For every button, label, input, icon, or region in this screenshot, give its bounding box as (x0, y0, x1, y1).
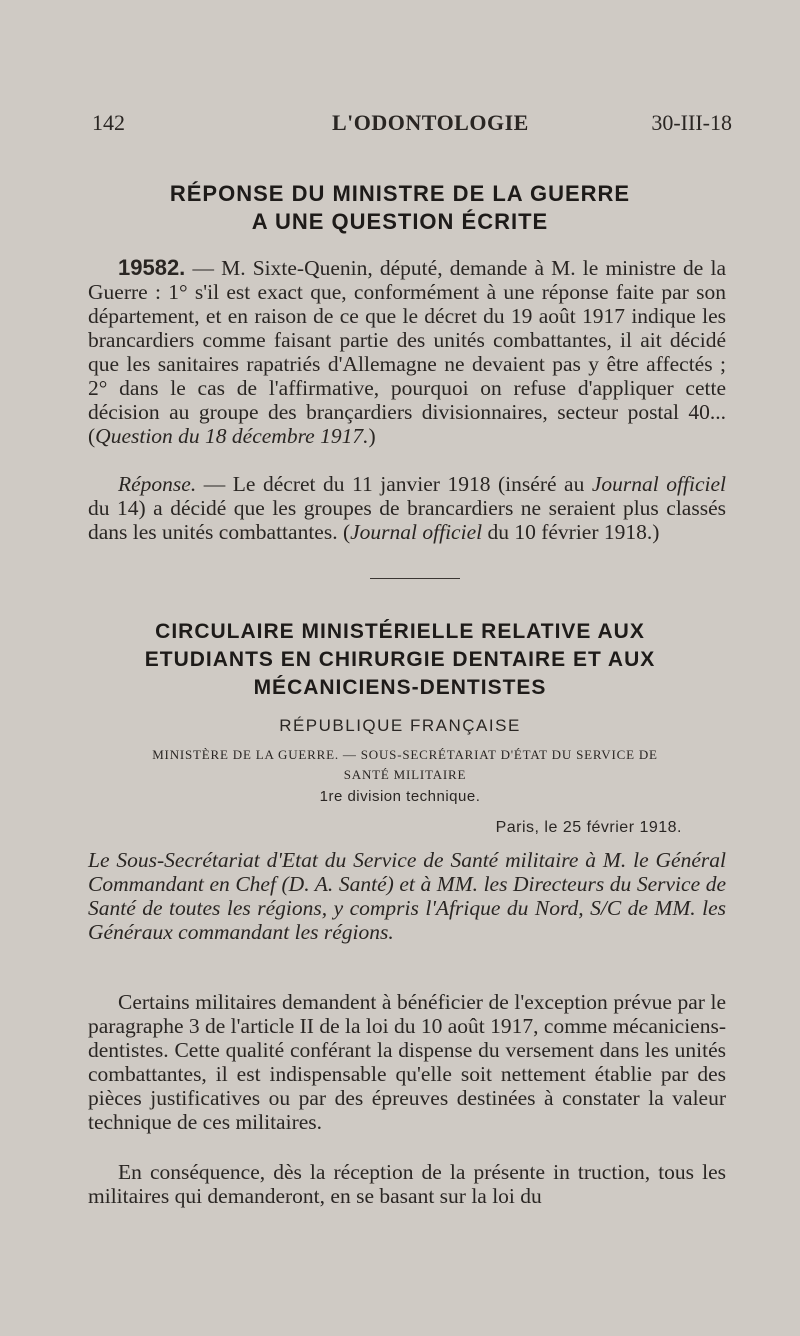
title-line: ETUDIANTS EN CHIRURGIE DENTAIRE ET AUX (144, 648, 656, 671)
answer-journal: Journal officiel (591, 472, 726, 496)
title-line: MÉCANICIENS-DENTISTES (253, 676, 547, 699)
question-text: — M. Sixte-Quenin, député, demande à M. le ministre de la Guerre : 1° s'il est exact que, conformément à une réponse faite par son département, et en raison de ce que le décret du 19 août 1917 indique les brancardiers comme faisant partie des unités combattantes, il ait décidé que les sanitaires rapatriés d'Allemagne ne devaient pas y être affectés ; 2° dans le cas de l'affirmative, pourquoi on refuse d'appliquer cette décision au groupe des brançardiers divisionnaires, secteur postal 40... ( (88, 256, 726, 448)
body-paragraph: Certains militaires demandent à bénéficier de l'exception prévue par le paragraphe 3 de l'article II de la loi du 10 août 1917, comme mécaniciens-dentistes. Cette qualité conférant la dispense du versement dans les unités combattantes, il est indispensable qu'elle soit nettement établie par des pièces justificatives ou par des épreuves destinées à constater la valeur technique de ces militaires. (88, 990, 726, 1134)
place-date: Paris, le 25 février 1918. (495, 819, 682, 836)
journal-title: L'ODONTOLOGIE (332, 110, 529, 135)
title-line: RÉPONSE DU MINISTRE DE LA GUERRE (169, 181, 631, 206)
answer-text: du 14) a décidé que les groupes de brancardiers ne seraient plus classés dans les unités combattantes. ( (88, 496, 726, 544)
address-paragraph: Le Sous-Secrétariat d'Etat du Service de Santé militaire à M. le Général Commandant en Chef (D. A. Santé) et à MM. les Directeurs du Service de Santé de toutes les régions, y compris l'Afrique du Nord, S/C de MM. les Généraux commandant les régions. (88, 848, 726, 944)
issue-date: 30-III-18 (651, 110, 732, 135)
answer-journal: Journal officiel (350, 520, 483, 544)
question-source: Question du 18 décembre 1917. (95, 424, 369, 448)
question-paragraph (88, 256, 726, 448)
title-line: CIRCULAIRE MINISTÉRIELLE RELATIVE AUX (155, 620, 645, 643)
section-divider (370, 578, 460, 579)
question-number: 19582. (118, 255, 186, 280)
question-close: ) (368, 424, 376, 448)
answer-text: — Le décret du 11 janvier 1918 (inséré au (196, 472, 592, 496)
section-title-circulaire (40, 618, 760, 702)
running-header (92, 110, 732, 140)
ministry-line: SANTÉ MILITAIRE (343, 767, 467, 782)
division-heading: 1re division technique. (319, 788, 481, 805)
section-title-reponse (60, 180, 740, 236)
answer-paragraph (88, 472, 726, 544)
body-paragraph: En conséquence, dès la réception de la présente in truction, tous les militaires qui demanderont, en se basant sur la loi du (88, 1160, 726, 1208)
page-number: 142 (92, 110, 125, 135)
title-line: A UNE QUESTION ÉCRITE (251, 209, 549, 234)
answer-label: Réponse. (118, 472, 197, 496)
republic-heading: RÉPUBLIQUE FRANÇAISE (279, 716, 521, 735)
ministry-line: MINISTÈRE DE LA GUERRE. — SOUS-SECRÉTARIAT D'ÉTAT DU SERVICE DE (152, 747, 658, 762)
ministry-heading (100, 745, 710, 785)
answer-text: du 10 février 1918.) (482, 520, 660, 544)
